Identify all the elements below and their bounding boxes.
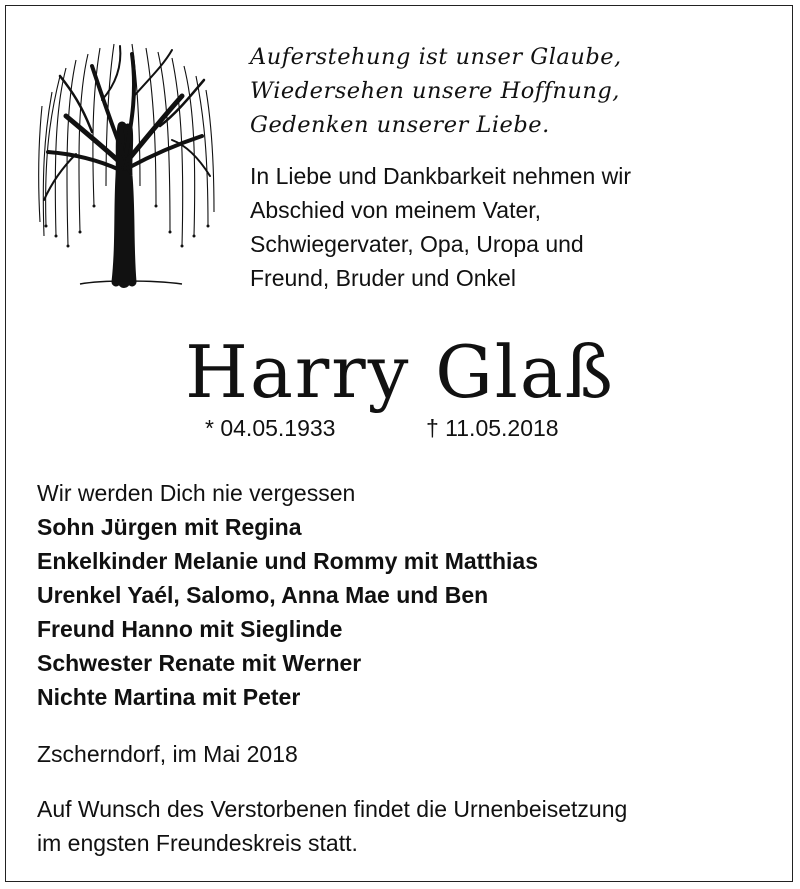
intro-line: In Liebe und Dankbarkeit nehmen wir: [250, 163, 632, 189]
poem-line: Gedenken unserer Liebe.: [250, 112, 550, 138]
mourner-line: Nichte Martina mit Peter: [37, 684, 301, 710]
birth-date: * 04.05.1933: [205, 415, 336, 441]
poem-line: Wiedersehen unsere Hoffnung,: [250, 78, 620, 104]
mourners-list: [37, 476, 538, 714]
intro-text: [250, 159, 631, 295]
notice-line: im engsten Freundeskreis statt.: [37, 830, 358, 856]
intro-line: Freund, Bruder und Onkel: [250, 265, 516, 291]
burial-notice: [37, 792, 627, 860]
mourner-line: Schwester Renate mit Werner: [37, 650, 362, 676]
mourner-line: Enkelkinder Melanie und Rommy mit Matthias: [37, 548, 538, 574]
poem: [250, 40, 622, 142]
intro-line: Abschied von meinem Vater,: [250, 197, 542, 223]
intro-line: Schwiegervater, Opa, Uropa und: [250, 231, 584, 257]
mourners-intro: Wir werden Dich nie vergessen: [37, 480, 356, 506]
deceased-name: Harry Glaß: [185, 330, 615, 414]
mourner-line: Sohn Jürgen mit Regina: [37, 514, 302, 540]
weeping-tree-icon: [32, 36, 218, 290]
poem-line: Auferstehung ist unser Glaube,: [250, 44, 622, 70]
death-date: † 11.05.2018: [426, 415, 559, 441]
mourner-line: Urenkel Yaél, Salomo, Anna Mae und Ben: [37, 582, 489, 608]
mourner-line: Freund Hanno mit Sieglinde: [37, 616, 343, 642]
place-date: Zscherndorf, im Mai 2018: [37, 741, 298, 767]
notice-line: Auf Wunsch des Verstorbenen findet die Urnenbeisetzung: [37, 796, 628, 822]
